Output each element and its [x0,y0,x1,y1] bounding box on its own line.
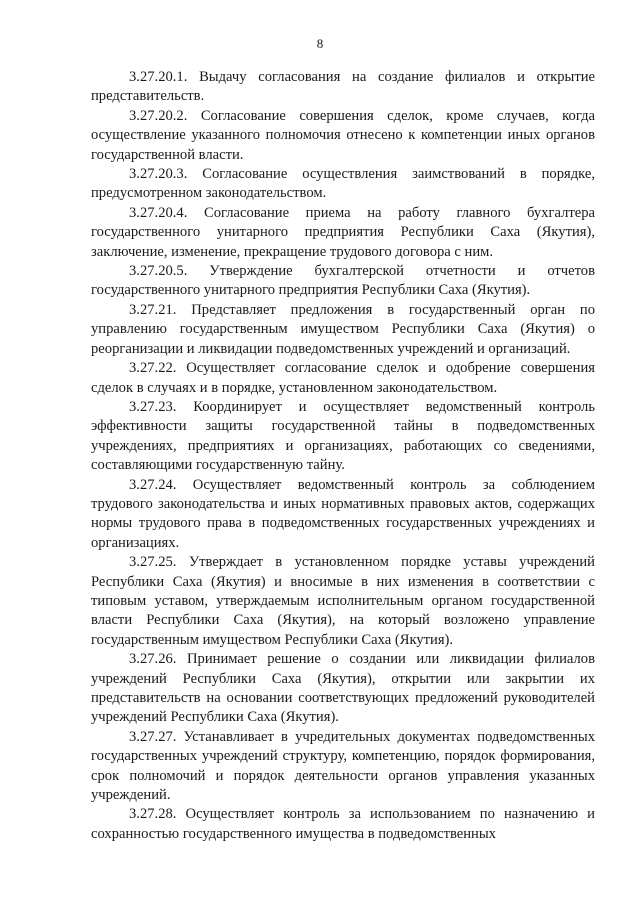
clause-number: 3.27.22. [129,360,177,377]
clause-text: Согласование осуществления заимствований в порядке, предусмотренном законодательством. [91,166,595,202]
clause-text: Осуществляет ведомственный контроль за соблюдением трудового законодательства и иных нормативных правовых актов, содержащих нормы трудового права в подведомственных государственных учреждениях и организациях. [91,476,595,551]
clause-number: 3.27.28. [129,806,177,823]
clause-text: Представляет предложения в государственный орган по управлению государственным имуществом Республики Саха (Якутия) о реорганизации и ликвидации подведомственных учреждений и организаций. [91,301,595,357]
paragraph [91,301,595,359]
clause-number: 3.27.20.5. [129,263,188,280]
paragraph [91,359,595,398]
document-body [91,68,595,844]
clause-text: Согласование совершения сделок, кроме случаев, когда осуществление указанного полномочия отнесено к компетенции иных органов государственной власти. [91,107,595,163]
clause-number: 3.27.24. [129,476,177,493]
clause-text: Принимает решение о создании или ликвидации филиалов учреждений Республики Саха (Якутия), открытии или закрытии их представительств на основании соответствующих предложений руководителей учреждений Республики Саха (Якутия). [91,651,595,726]
clause-number: 3.27.20.3. [129,166,188,183]
paragraph [91,553,595,650]
clause-text: Выдачу согласования на создание филиалов и открытие представительств. [91,69,595,105]
clause-text: Устанавливает в учредительных документах подведомственных государственных учреждений структуру, компетенцию, порядок формирования, срок полномочий и порядок деятельности органов управления указанных учреждений. [91,728,595,804]
clause-number: 3.27.20.1. [129,69,188,85]
paragraph [91,262,595,301]
clause-text: Утверждение бухгалтерской отчетности и отчетов государственного унитарного предприятия Республики Саха (Якутия). [91,263,595,299]
clause-text: Осуществляет контроль за использованием по назначению и сохранностью государственного имущества в подведомственных [91,806,595,842]
clause-number: 3.27.27. [129,728,177,745]
page-number: 8 [316,36,324,51]
clause-number: 3.27.20.2. [129,107,188,124]
paragraph [91,204,595,262]
clause-number: 3.27.20.4. [129,204,188,221]
clause-number: 3.27.21. [129,301,177,318]
paragraph [91,650,595,728]
clause-text: Утверждает в установленном порядке уставы учреждений Республики Саха (Якутия) и вносимые в них изменения в соответствии с типовым уставом, утверждаемым исполнительным органом государственной власти Республики Саха (Якутия), на который возложено управление государственным имуществом Республики Саха (Якутия). [91,554,595,648]
paragraph [91,728,595,806]
paragraph [91,68,595,107]
clause-text: Согласование приема на работу главного бухгалтера государственного унитарного предприятия Республики Саха (Якутия), заключение, изменение, прекращение трудового договора с ним. [91,204,595,260]
paragraph [91,165,595,204]
paragraph [91,107,595,165]
clause-number: 3.27.26. [129,651,177,668]
clause-number: 3.27.23. [129,398,177,415]
paragraph [91,476,595,554]
paragraph [91,805,595,844]
clause-text: Осуществляет согласование сделок и одобрение совершения сделок в случаях и в порядке, установленном законодательством. [91,360,595,396]
clause-text: Координирует и осуществляет ведомственный контроль эффективности защиты государственной тайны в подведомственных учреждениях, предприятиях и организациях, работающих со сведениями, составляющими государственную тайну. [91,398,595,474]
paragraph [91,398,595,476]
clause-number: 3.27.25. [129,554,177,571]
